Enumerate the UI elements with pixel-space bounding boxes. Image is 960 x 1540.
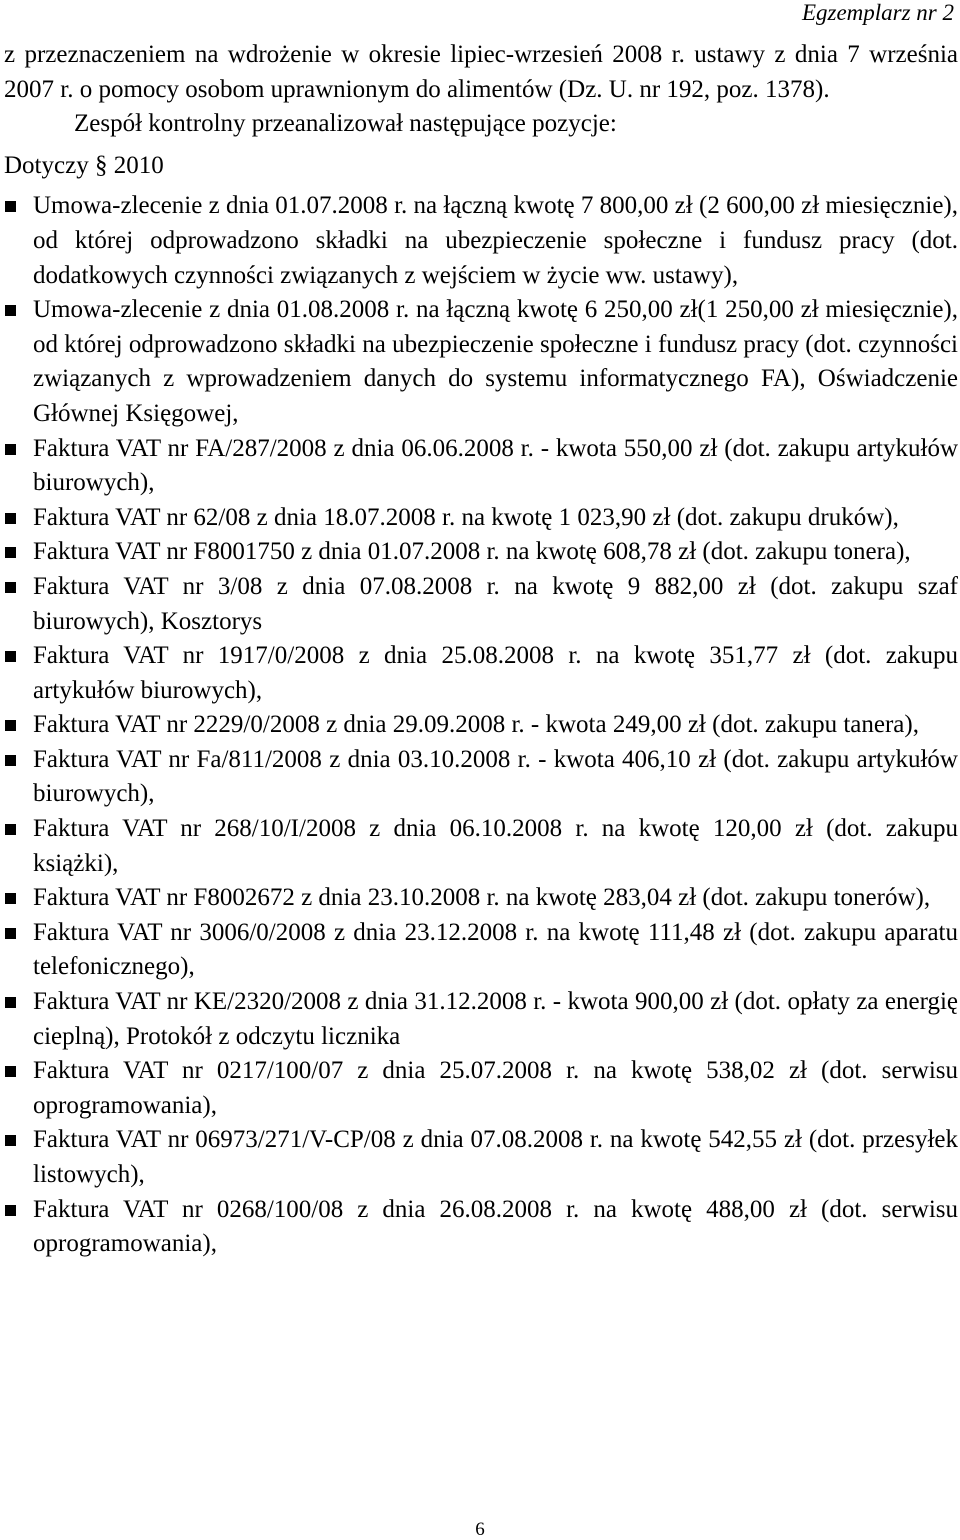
- list-item: [4, 501, 958, 536]
- list-item-text: Faktura VAT nr KE/2320/2008 z dnia 31.12.2008 r. - kwota 900,00 zł (dot. opłaty za energię cieplną), Protokół z odczytu licznika: [33, 988, 958, 1050]
- list-item-text: Faktura VAT nr 3/08 z dnia 07.08.2008 r. na kwotę 9 882,00 zł (dot. zakupu szaf biurowych), Kosztorys: [33, 572, 958, 635]
- bullet-icon: [5, 201, 16, 212]
- bullet-icon: [5, 582, 16, 593]
- document-body: [4, 38, 958, 1262]
- bullet-icon: [5, 1135, 16, 1146]
- list-item: [4, 293, 958, 431]
- list-item-text: Faktura VAT nr 0268/100/08 z dnia 26.08.2008 r. na kwotę 488,00 zł (dot. serwisu oprogramowania),: [33, 1195, 958, 1258]
- list-item: [4, 535, 958, 570]
- bullet-icon: [5, 755, 16, 766]
- list-item-text: Faktura VAT nr 2229/0/2008 z dnia 29.09.2008 r. - kwota 249,00 zł (dot. zakupu tanera),: [33, 711, 919, 739]
- bullet-icon: [5, 651, 16, 662]
- list-item: [4, 985, 958, 1054]
- bullet-icon: [5, 305, 16, 316]
- list-item-text: Faktura VAT nr 06973/271/V-CP/08 z dnia 07.08.2008 r. na kwotę 542,55 zł (dot. przesyłek listowych),: [33, 1126, 958, 1188]
- page-number: 6: [475, 1519, 485, 1540]
- list-item-text: Faktura VAT nr 3006/0/2008 z dnia 23.12.2008 r. na kwotę 111,48 zł (dot. zakupu aparatu telefonicznego),: [33, 918, 958, 981]
- list-item-text: Faktura VAT nr 1917/0/2008 z dnia 25.08.2008 r. na kwotę 351,77 zł (dot. zakupu artykułów biurowych),: [33, 642, 958, 704]
- list-item: [4, 1054, 958, 1123]
- list-item-text: Faktura VAT nr F8001750 z dnia 01.07.2008 r. na kwotę 608,78 zł (dot. zakupu tonera),: [33, 538, 911, 566]
- bullet-icon: [5, 1205, 16, 1216]
- list-item: [4, 708, 958, 743]
- bullet-icon: [5, 928, 16, 939]
- document-list: [4, 189, 958, 1261]
- team-analysis-line: Zespół kontrolny przeanalizował następujące pozycje:: [74, 110, 617, 138]
- list-item: [4, 743, 958, 812]
- list-item: [4, 1193, 958, 1262]
- list-item-text: Umowa-zlecenie z dnia 01.08.2008 r. na łączną kwotę 6 250,00 zł(1 250,00 zł miesięcznie), od której odprowadzono składki na ubezpieczenie społeczne i fundusz pracy (dot. czynności związanych z wprowadzeniem danych do systemu informatycznego FA), Oświadczenie Głównej Księgowej,: [33, 296, 958, 427]
- intro-paragraph: z przeznaczeniem na wdrożenie w okresie lipiec-wrzesień 2008 r. ustawy z dnia 7 września 2007 r. o pomocy osobom uprawnionym do alimentów (Dz. U. nr 192, poz. 1378).: [4, 41, 958, 103]
- list-item: [4, 570, 958, 639]
- bullet-icon: [5, 997, 16, 1008]
- list-item: [4, 881, 958, 916]
- list-item-text: Faktura VAT nr FA/287/2008 z dnia 06.06.2008 r. - kwota 550,00 zł (dot. zakupu artykułów biurowych),: [33, 434, 958, 497]
- bullet-icon: [5, 1066, 16, 1077]
- list-item: [4, 639, 958, 708]
- list-item-text: Faktura VAT nr 62/08 z dnia 18.07.2008 r. na kwotę 1 023,90 zł (dot. zakupu druków),: [33, 503, 899, 531]
- list-item: [4, 189, 958, 293]
- list-item: [4, 432, 958, 501]
- bullet-icon: [5, 547, 16, 558]
- list-item-text: Faktura VAT nr 268/10/I/2008 z dnia 06.10.2008 r. na kwotę 120,00 zł (dot. zakupu książki),: [33, 815, 958, 877]
- section-heading: Dotyczy § 2010: [4, 151, 164, 179]
- bullet-icon: [5, 513, 16, 524]
- bullet-icon: [5, 444, 16, 455]
- bullet-icon: [5, 824, 16, 835]
- list-item-text: Faktura VAT nr F8002672 z dnia 23.10.2008 r. na kwotę 283,04 zł (dot. zakupu tonerów),: [33, 884, 931, 912]
- bullet-icon: [5, 720, 16, 731]
- list-item: [4, 916, 958, 985]
- bullet-icon: [5, 893, 16, 904]
- list-item-text: Faktura VAT nr 0217/100/07 z dnia 25.07.2008 r. na kwotę 538,02 zł (dot. serwisu oprogramowania),: [33, 1057, 958, 1119]
- list-item: [4, 812, 958, 881]
- list-item-text: Umowa-zlecenie z dnia 01.07.2008 r. na łączną kwotę 7 800,00 zł (2 600,00 zł miesięcznie), od której odprowadzono składki na ubezpieczenie społeczne i fundusz pracy (dot. dodatkowych czynności związanych z wejściem w życie ww. ustawy),: [33, 192, 958, 289]
- list-item: [4, 1123, 958, 1192]
- list-item-text: Faktura VAT nr Fa/811/2008 z dnia 03.10.2008 r. - kwota 406,10 zł (dot. zakupu artykułów biurowych),: [33, 745, 958, 808]
- copy-number-label: Egzemplarz nr 2: [801, 0, 954, 25]
